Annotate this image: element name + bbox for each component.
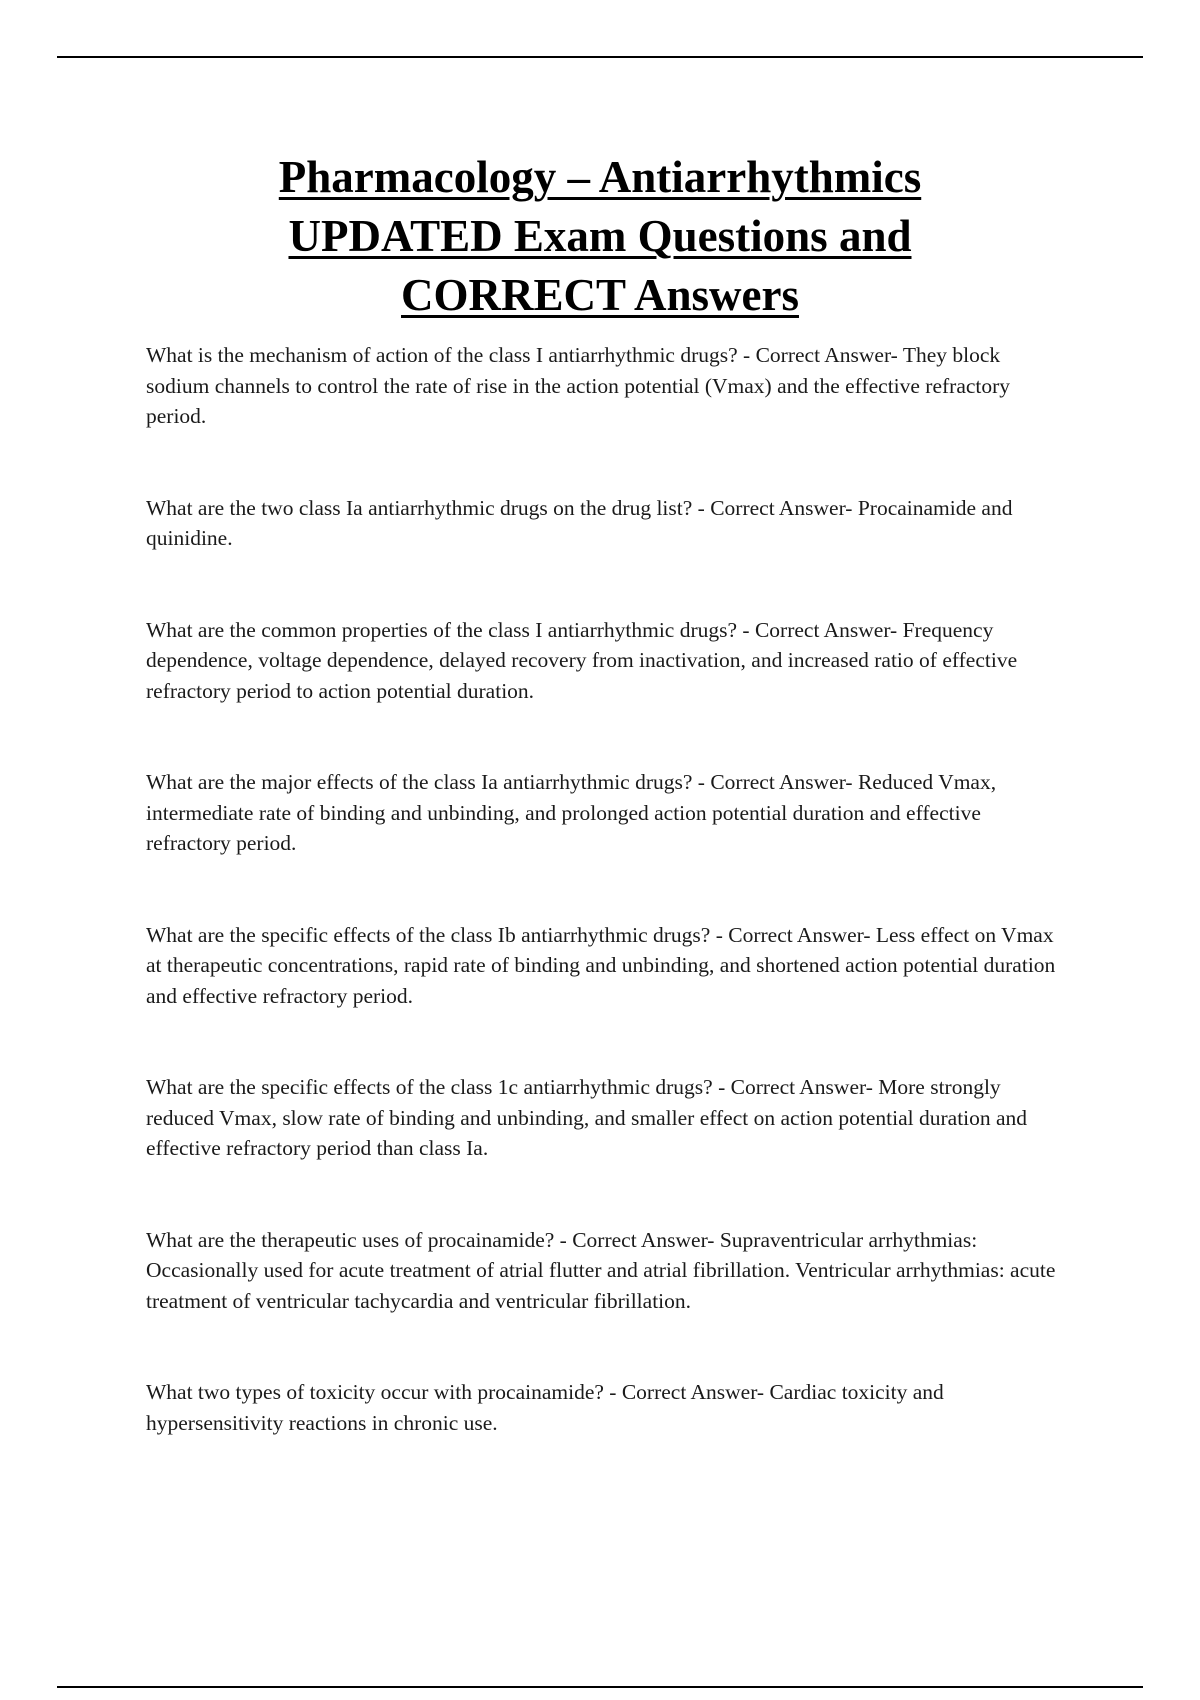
qa-item: What are the specific effects of the class 1c antiarrhythmic drugs? - Correct Answer- More strongly reduced Vmax, slow rate of binding and unbinding, and smaller effect on action potential duration and effective refractory period than class Ia.: [146, 1075, 1028, 1160]
qa-item: What are the therapeutic uses of procainamide? - Correct Answer- Supraventricular arrhythmias: Occasionally used for acute treatment of atrial flutter and atrial fibrillation. Ventricular arrhythmias: acute treatment of ventricular tachycardia and ventricular fibrillation.: [146, 1227, 1056, 1313]
page-title: [130, 148, 1070, 325]
qa-item: What are the two class Ia antiarrhythmic drugs on the drug list? - Correct Answer- Procainamide and quinidine.: [146, 495, 1013, 550]
qa-list: [146, 340, 1066, 1499]
top-divider: [57, 56, 1143, 58]
qa-item: What are the major effects of the class Ia antiarrhythmic drugs? - Correct Answer- Reduced Vmax, intermediate rate of binding and unbinding, and prolonged action potential duration and effective refractory period.: [146, 770, 997, 855]
qa-item: What two types of toxicity occur with procainamide? - Correct Answer- Cardiac toxicity and hypersensitivity reactions in chronic use.: [146, 1380, 944, 1435]
qa-item: What is the mechanism of action of the class I antiarrhythmic drugs? - Correct Answer- They block sodium channels to control the rate of rise in the action potential (Vmax) and the effective refractory period.: [146, 343, 1011, 428]
title-line: UPDATED Exam Questions and: [288, 211, 912, 261]
bottom-divider: [57, 1686, 1143, 1688]
title-line: CORRECT Answers: [401, 270, 799, 320]
qa-item: What are the common properties of the class I antiarrhythmic drugs? - Correct Answer- Frequency dependence, voltage dependence, delayed recovery from inactivation, and increased ratio of effective refractory period to action potential duration.: [146, 617, 1018, 703]
qa-item: What are the specific effects of the class Ib antiarrhythmic drugs? - Correct Answer- Less effect on Vmax at therapeutic concentrations, rapid rate of binding and unbinding, and shortened action potential duration and effective refractory period.: [146, 922, 1056, 1008]
title-line: Pharmacology – Antiarrhythmics: [278, 152, 922, 202]
